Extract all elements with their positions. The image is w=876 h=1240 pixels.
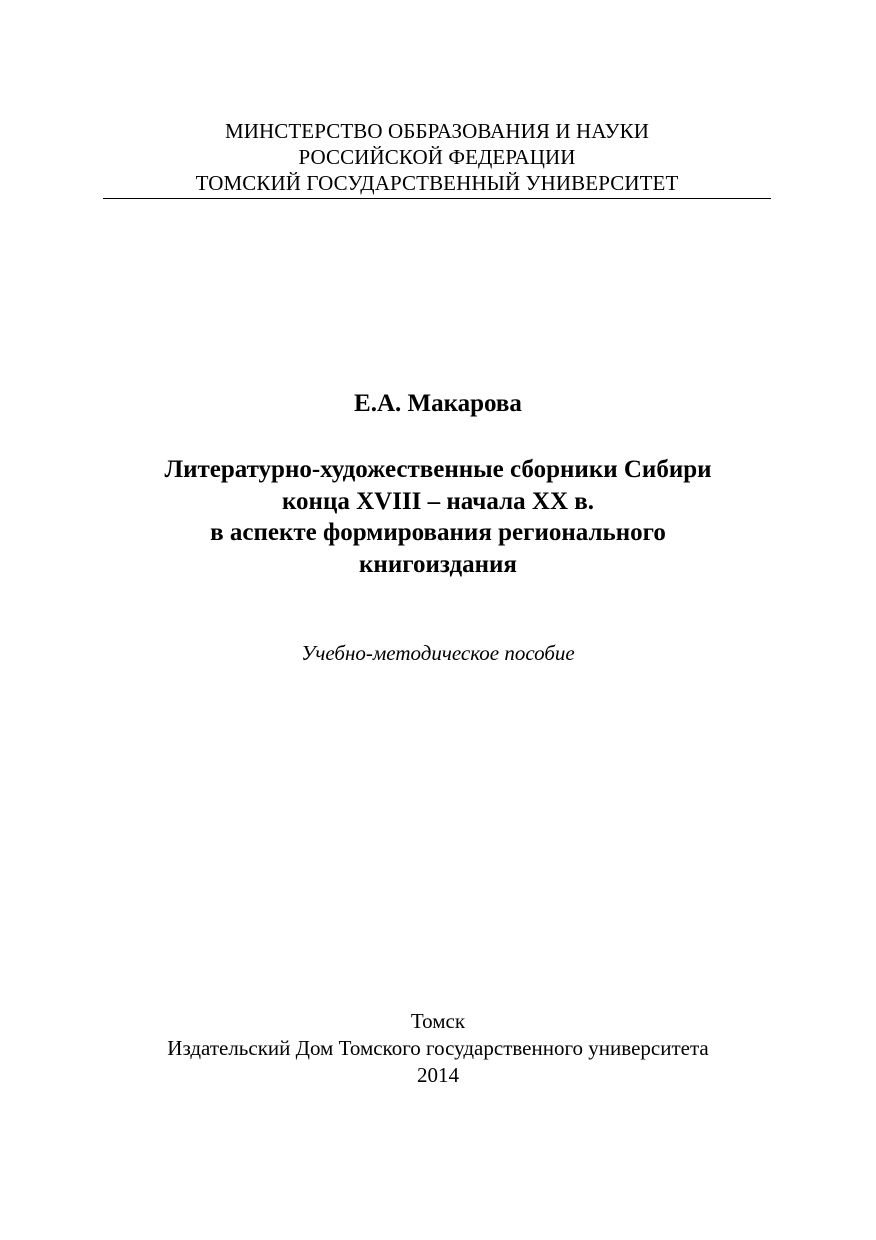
ministry-line: МИНСТЕРСТВО ОББРАЗОВАНИЯ И НАУКИ: [224, 119, 650, 143]
title-line-1: Литературно-художественные сборники Сибири: [164, 456, 712, 483]
imprint-city: Томск: [410, 1009, 466, 1033]
imprint-publisher: Издательский Дом Томского государственного университета: [167, 1036, 709, 1060]
book-title: [40, 454, 836, 580]
imprint-year: 2014: [417, 1063, 459, 1087]
header-divider: [103, 198, 771, 199]
university-line: ТОМСКИЙ ГОСУДАРСТВЕННЫЙ УНИВЕРСИТЕТ: [195, 171, 679, 195]
title-line-4: книгоиздания: [359, 550, 517, 578]
federation-line: РОССИЙСКОЙ ФЕДЕРАЦИИ: [298, 145, 576, 169]
imprint: [0, 1008, 876, 1089]
title-line-3: в аспекте формирования регионального: [210, 519, 666, 546]
institution-header: [103, 118, 771, 196]
author-name: Е.А. Макарова: [354, 390, 522, 417]
publication-type: Учебно-методическое пособие: [301, 641, 575, 665]
title-line-2: конца XVIII – начала XX в.: [281, 487, 595, 515]
